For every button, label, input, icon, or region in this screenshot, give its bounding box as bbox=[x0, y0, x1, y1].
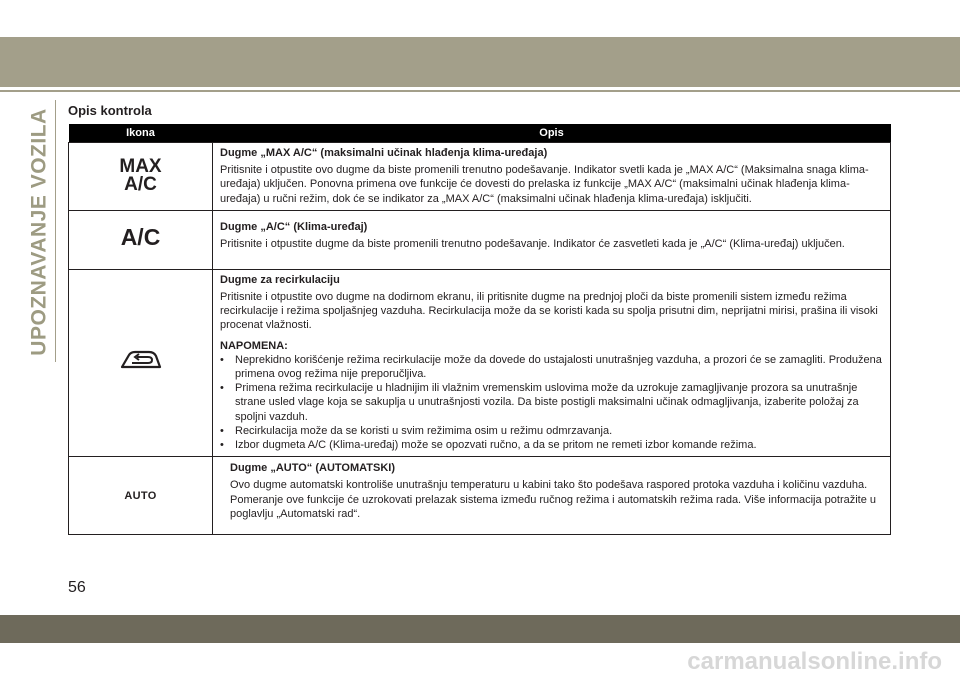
auto-icon bbox=[69, 457, 213, 535]
note-title: NAPOMENA: bbox=[220, 339, 288, 352]
table-row-max-ac bbox=[69, 143, 891, 211]
max-ac-description bbox=[213, 143, 891, 211]
watermark: carmanualsonline.info bbox=[687, 648, 942, 675]
table-header-icon: Ikona bbox=[69, 124, 213, 143]
table-row-auto bbox=[69, 457, 891, 535]
max-ac-title: Dugme „MAX A/C“ (maksimalni učinak hlađenja klima-uređaja) bbox=[220, 147, 548, 159]
max-ac-text: Pritisnite i otpustite ovo dugme da biste promenili trenutno podešavanje. Indikator svetli kada je „MAX A/C“ (Maksimalna snaga klima-uređaja) uključen. Ponovna primena ove funkcije će dovesti do prelaska iz funkcije „MAX A/C“ (maksimalni učinak hlađenja klima-uređaja) u ručni režim, dok će se indikator za „MAX A/C“ (maksimalni učinak hlađenja klima-uređaja) isključiti. bbox=[220, 164, 869, 205]
max-ac-icon-line2: A/C bbox=[124, 174, 157, 196]
recirculation-icon-cell bbox=[69, 269, 213, 456]
recirculation-icon bbox=[119, 350, 163, 372]
notes-list bbox=[220, 353, 882, 452]
list-item: • Izbor dugmeta A/C (Klima-uređaj) može se opozvati ručno, a da se pritom ne remeti izbor komande režima. bbox=[220, 438, 882, 452]
table-header-description: Opis bbox=[213, 124, 891, 143]
list-item: • Primena režima recirkulacije u hladnijim ili vlažnim vremenskim uslovima može da uzrokuje zamagljivanje prozora sa unutrašnje strane usled vlage koja se sakuplja u unutrašnjosti vozila. Da biste postigli maksimalni učinak odmagljivanja, izaberite položaj za spoljni vazduh. bbox=[220, 381, 882, 424]
auto-title: Dugme „AUTO“ (AUTOMATSKI) bbox=[230, 462, 395, 475]
ac-icon-label: A/C bbox=[120, 224, 161, 251]
header-band bbox=[0, 37, 960, 87]
ac-title: Dugme „A/C“ (Klima-uređaj) bbox=[220, 220, 368, 233]
table-row-ac bbox=[69, 210, 891, 269]
section-title: Opis kontrola bbox=[68, 103, 152, 118]
chapter-tab bbox=[26, 100, 54, 364]
footer-band bbox=[0, 615, 960, 643]
chapter-tab-rule bbox=[55, 100, 56, 362]
table-header-row bbox=[69, 124, 891, 143]
ac-description bbox=[213, 210, 891, 269]
header-rule bbox=[0, 90, 960, 92]
auto-icon-label: AUTO bbox=[124, 489, 157, 502]
table-row-recirculation bbox=[69, 269, 891, 456]
recirculation-title: Dugme za recirkulaciju bbox=[220, 273, 340, 286]
page-number: 56 bbox=[68, 579, 86, 596]
list-item: • Neprekidno korišćenje režima recirkulacije može da dovede do ustajalosti unutrašnjeg vazduha, a prozori će se zamagliti. Produžena primena ovog režima nije preporučljiva. bbox=[220, 353, 882, 381]
auto-description bbox=[213, 457, 891, 535]
ac-icon bbox=[69, 210, 213, 269]
controls-table bbox=[68, 124, 891, 535]
list-item: • Recirkulacija može da se koristi u svim režimima osim u režimu odmrzavanja. bbox=[220, 424, 882, 438]
auto-text: Ovo dugme automatski kontroliše unutrašnju temperaturu u kabini tako što podešava raspored protoka vazduha i količinu vazduha. Pomeranje ove funkcije će uzrokovati prelazak sistema između ručnog režima i automatskih režima rada. Više informacija potražite u poglavlju „Automatski rad“. bbox=[230, 479, 877, 520]
ac-text: Pritisnite i otpustite dugme da biste promenili trenutno podešavanje. Indikator će zasvetleti kada je „A/C“ (Klima-uređaj) uključen. bbox=[220, 238, 845, 251]
chapter-tab-label: UPOZNAVANJE VOZILA bbox=[28, 108, 51, 356]
recirculation-description bbox=[213, 269, 891, 456]
max-ac-icon-line1: MAX bbox=[119, 156, 162, 178]
max-ac-icon bbox=[69, 143, 213, 211]
recirculation-text: Pritisnite i otpustite ovo dugme na dodirnom ekranu, ili pritisnite dugme na prednjoj ploči da biste promenili sistem između režima recirkulacije i režima spoljašnjeg vazduha. Recirkulacija može da se koristi kada su spolja prisutni dim, neprijatni mirisi, prašina ili visoki procenat vlažnosti. bbox=[220, 291, 878, 332]
